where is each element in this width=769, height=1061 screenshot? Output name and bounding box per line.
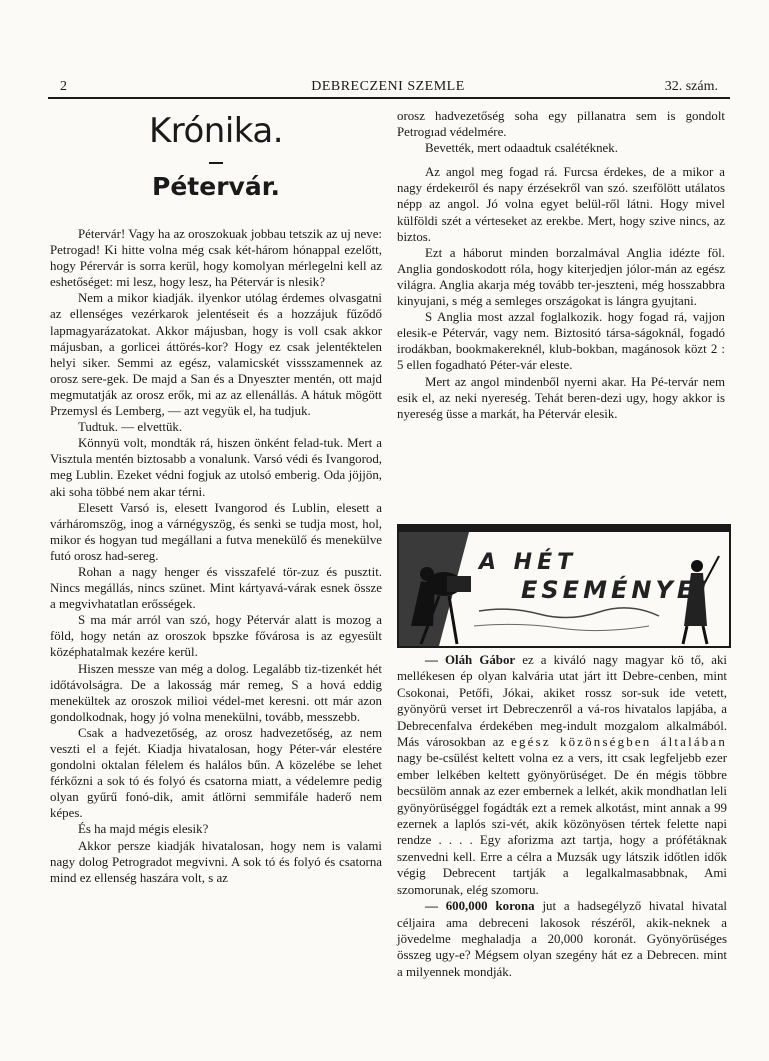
title-dash xyxy=(209,162,223,164)
paragraph: Ezt a háborut minden borzalmával Anglia idézte föl. Anglia gondoskodott róla, hogy kiterjedjen jólor-mán az egész világra. Anglia akarja még tovább ter-jeszteni, még hosszabbra kinyujani, s még a semleges országokat is lángra gyujtani. xyxy=(397,245,725,309)
paragraph: Mert az angol mindenből nyerni akar. Ha Pé-tervár nem esik el, az neki nyereség. Tehát beren-dezi ugy, hogy akkor is nyereség üsse a markát, ha Pétervár elesik. xyxy=(397,374,725,421)
banner-title-line2: ESEMÉNYEI xyxy=(521,576,711,604)
page-number: 2 xyxy=(60,79,67,94)
article-title: Pétervár. xyxy=(152,172,280,201)
paragraph: S ma már arról van szó, hogy Pétervár alatt is mozog a föld, hogy netán az oroszok bpszke fővárosa is az egyesült középhatalmak kezére kerül. xyxy=(50,613,382,660)
news-item-text: ez a kiváló nagy magyar kö tő, aki mellékesen ép olyan kalvária utat járt itt Debre-cenben, mint Csokonai, Petőfi, Jókai, akiket rossz sor-suk ide vetett, gyönyörü verset irt Debreczenről a vá-ros hivatalos lapjába, a Debrecenfalva érdekében meg-indult mozgalom alkalmából. Más városokban az xyxy=(397,653,727,750)
paragraph: Hiszen messze van még a dolog. Legalább tiz-tizenkét hét időtávolságra. De a lakosság már remeg, S a hová eddig menekültek az oroszok milioi védel-met keresni. ott már azon gondolkodnak, hogy jó volna menekülni, tovább, messzebb. xyxy=(50,661,382,724)
issue-number: 32. szám. xyxy=(664,79,718,94)
news-item-spaced-text: egész közönségben általában xyxy=(511,735,727,750)
right-column xyxy=(397,108,725,422)
paragraph: Csak a hadvezetőség, az orosz hadvezetőség, az nem veszti el a fejét. Kiadja hivatalosan, hogy Péter-vár elestére gondolni oktalan félelem és halálos bűn. A közelébe se lehet férkőzni a sok tó és folyó és csatorna miatt, a védelemre pedig olyan gyűrű fonó-dik, amit átlörni semmifále haderő nem képes. xyxy=(50,725,382,821)
news-item-text: jut a hadsegélyző hivatal hivatal céljaira ama debreceni lakosok részéről, akik-neknek a jövedelme meghaladja a 20,000 koronát. Gyönyörüséges összeg ugy-e? Mégsem olyan szegény hát ez a Debrecen. mint a milyennek mondják. xyxy=(397,899,727,979)
left-column xyxy=(50,104,382,886)
publication-title: DEBRECZENI SZEMLE xyxy=(311,79,465,94)
paragraph: Nem a mikor kiadják. ilyenkor utólag érdemes olvasgatni az ellenséges vezérkarok jelentéseit és a hozzájuk fűződő lapmagyarázatokat. Akkor májusban, hogy is voll csak akkor májusban, a gorlicei áttörés-kor? Hogy ez csak jelentéktelen helyi siker. Semmi az egész, valamicskét vissszamennek az orosz sere-gek. De majd a San és a Dnyeszter mentén, ott majd megmutatják az orosz erők, mi az az ellenállás. A hátuk mögött Przemysl és Lemberg, — azt vegyük el, ha tudjuk. xyxy=(50,291,382,419)
paragraph: Tudtuk. — elvettük. xyxy=(78,420,183,435)
paragraph: Elesett Varsó is, elesett Ivangorod és Lublin, elesett a várháromszög, inog a várnégyszög, és senki se tudja most, hol, mikor és hogyan tud megállani a futva menekülő és menekülve futó orosz had-sereg. xyxy=(50,500,382,563)
paragraph: orosz hadvezetőség soha egy pillanatra sem is gondolt Petrogıad védelmére. xyxy=(397,109,725,140)
paragraph: Bevették, mert odaadtuk csalétéknek. xyxy=(425,141,618,156)
news-items xyxy=(397,652,727,980)
week-events-banner xyxy=(397,524,731,648)
news-item xyxy=(397,652,727,898)
news-item xyxy=(397,898,727,980)
section-title: Krónika. xyxy=(148,111,284,151)
paragraph: Az angol meg fogad rá. Furcsa érdekes, de a mikor a nagy érdekeıről és napy érzésekről van szó. szeıfölött utálatos népp az angol. Jó volna egyet belül-ről látni. Hogy mivel külföldi szét a vérteseket az erekbe. Mert, hogy szive nincs, az biztos. xyxy=(397,165,725,244)
paragraph: Akkor persze kiadják hivatalosan, hogy nem is valami nagy dolog Petrogradot megvivni. A sok tó és folyó és csatorna mind ez ellenség haszára volt, s az xyxy=(50,838,382,885)
paragraph: S Anglia most azzal foglalkozik. hogy fogad rá, vajjon elesik-e Pétervár, vagy nem. Biztositó társa-ságoknál, fogadó irodákban, bookmakereknél, klub-bokban, magánosok közt 2 : 5 ellen fogadható Péter-vár eleste. xyxy=(397,310,725,373)
running-header xyxy=(48,79,728,97)
banner-title-line1: A HÉT xyxy=(479,550,578,575)
header-rule xyxy=(48,97,730,99)
news-item-text: nagy be-csülést keltett volna ez a vers, itt csak legfeljebb ezer ember lelkében keltett gyönyörüséget. De én mégis többre becsülöm annak az ezer embernek a lelkét, akik mondhatlan leli gyönyörüséggel fogádták ezt a remek alkotást, mint annak a 99 ezernek a laplós szi-vét, akik közönyösen tértek felette napi rendze . . . . Egy aforizma azt tartja, hogy a prófétáknak szenvedni kell. Erre a célra a Muzsák ugy látszik időtlen idők végig Debrecent tartják a legalkalmasabbnak, Ami szomorunak, elég szomoru. xyxy=(397,751,728,897)
paragraph: Könnyü volt, mondták rá, hiszen önként felad-tuk. Mert a Visztula mentén biztosabb a vonalunk. Varsó védi és Ivangorod, meg Lublin. Ezeket védni fogjuk az utolsó emberig. Oda jöjjön, aki soha többé nem akar térni. xyxy=(50,436,382,499)
news-item-name: — 600,000 korona xyxy=(425,899,535,914)
paragraph: És ha majd mégis elesik? xyxy=(78,822,209,837)
news-item-name: — Oláh Gábor xyxy=(425,653,516,667)
paragraph: Pétervár! Vagy ha az oroszokuak jobbau tetszik az uj neve: Petrogad! Ki hitte volna még csak két-három hónappal ezelőtt, hogy Pérervár is sorra kerül, hogy komolyan mérlegelni kell az eshetőséget: mi lesz, hogy lesz, ha Pétervár is nlesik? xyxy=(50,227,382,290)
paragraph: Rohan a nagy henger és visszafelé tör-zuz és pusztit. Nincs megállás, nincs szünet. Mint kártyavá-várak esnek össze a megvivhatatlan erősségek. xyxy=(50,564,382,612)
